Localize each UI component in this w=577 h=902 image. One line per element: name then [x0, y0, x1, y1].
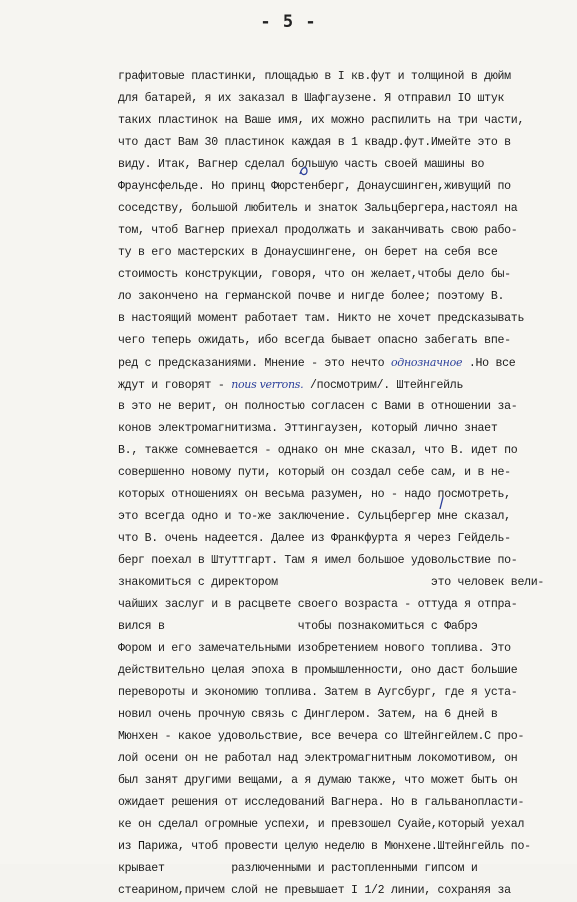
text-line: в это не верит, он полностью согласен с Вами в отношении за- — [118, 400, 518, 413]
text-line: графитовые пластинки, площадью в I кв.фут и толщиной в дюйм — [118, 70, 511, 83]
text-segment: разлюченными и растопленными гипсом и — [231, 862, 478, 875]
text-line: ту в его мастерских в Донаусшингене, он берет на себя все — [118, 246, 498, 259]
text-line: том, чтоб Вагнер приехал продолжать и заканчивать свою рабо- — [118, 224, 518, 237]
text-line — [118, 572, 576, 594]
text-segment: вился в — [118, 620, 165, 633]
text-segment: /посмотрим/. Штейнгейль — [310, 379, 464, 392]
text-line: из Парижа, чтоб провести целую неделю в Мюнхене.Штейнгейль по- — [118, 840, 531, 853]
text-segment: ждут и говорят - — [118, 379, 225, 392]
text-segment: .Но все — [468, 357, 516, 370]
text-line: стоимость конструкции, говоря, что он желает,чтобы дело бы- — [118, 268, 511, 281]
text-line: чего теперь ожидать, ибо всегда бывает опасно забегать впе- — [118, 334, 511, 347]
text-line: действительно целая эпоха в промышленности, оно даст большие — [118, 664, 518, 677]
handwritten-insertion: однозначное — [390, 356, 463, 369]
text-line: виду. Итак, Вагнер сделал большую часть своей машины во — [118, 158, 485, 171]
handwritten-correction-mark — [298, 164, 310, 178]
text-segment: крывает — [118, 862, 165, 875]
page-number: - 5 - — [260, 12, 317, 32]
handwritten-correction-mark — [437, 496, 447, 510]
text-line — [118, 858, 576, 880]
text-line: перевороты и экономию топлива. Затем в Аугсбург, где я уста- — [118, 686, 518, 699]
text-line: в настоящий момент работает там. Никто не хочет предсказывать — [118, 312, 525, 325]
text-line: ожидает решения от исследований Вагнера. Но в гальванопласти- — [118, 796, 525, 809]
text-line — [118, 352, 576, 374]
text-line: ке он сделал огромные успехи, и превзошел Суайе,который уехал — [118, 818, 525, 831]
typed-body-text — [118, 66, 576, 902]
text-line: которых отношениях он весьма разумен, но - надо посмотреть, — [118, 488, 511, 501]
text-segment: ред с предсказаниями. Мнение - это нечто — [118, 357, 385, 370]
text-line: конов электромагнитизма. Эттингаузен, который лично знает — [118, 422, 498, 435]
text-line: Фраунсфельде. Но принц Фюрстенберг, Донаусшинген,живущий по — [118, 180, 511, 193]
text-line: для батарей, я их заказал в Шафгаузене. Я отправил IO штук — [118, 92, 505, 105]
text-line: ло закончено на германской почве и нигде более; поэтому В. — [118, 290, 505, 303]
text-line: что В. очень надеется. Далее из Франкфурта я через Гейдель- — [118, 532, 511, 545]
text-line: совершенно новому пути, который он создал себе сам, и в не- — [118, 466, 511, 479]
text-line: лой осени он не работал над электромагнитным локомотивом, он — [118, 752, 518, 765]
text-line: был занят другими вещами, а я думаю также, что может быть он — [118, 774, 518, 787]
blank-gap — [165, 620, 298, 633]
text-line: это всегда одно и то-же заключение. Сульцбергер мне сказал, — [118, 510, 511, 523]
text-line: В., также сомневается - однако он мне сказал, что В. идет по — [118, 444, 518, 457]
text-line: соседству, большой любитель и знаток Зальцбергера,настоял на — [118, 202, 518, 215]
text-line: таких пластинок на Ваше имя, их можно распилить на три части, — [118, 114, 525, 127]
text-line — [118, 374, 576, 396]
text-segment: знакомиться с директором — [118, 576, 278, 589]
text-line — [118, 616, 576, 638]
text-line: Фором и его замечательными изобретением нового топлива. Это — [118, 642, 511, 655]
text-line: Мюнхен - какое удовольствие, все вечера со Штейнгейлем.С про- — [118, 730, 525, 743]
text-line: чайших заслуг и в расцвете своего возраста - оттуда я отпра- — [118, 598, 518, 611]
text-segment: чтобы познакомиться с Фабрэ — [297, 620, 478, 633]
text-segment: это человек вели- — [430, 576, 545, 589]
blank-gap — [278, 576, 431, 589]
text-line: что даст Вам 30 пластинок каждая в 1 квадр.фут.Имейте это в — [118, 136, 511, 149]
text-line: новил очень прочную связь с Динглером. Затем, на 6 дней в — [118, 708, 498, 721]
text-line: стеарином,причем слой не превышает I 1/2 линии, сохраняя за — [118, 884, 511, 897]
handwritten-insertion: nous verrons. — [231, 378, 304, 391]
text-line: берг поехал в Штуттгарт. Там я имел большое удовольствие по- — [118, 554, 518, 567]
